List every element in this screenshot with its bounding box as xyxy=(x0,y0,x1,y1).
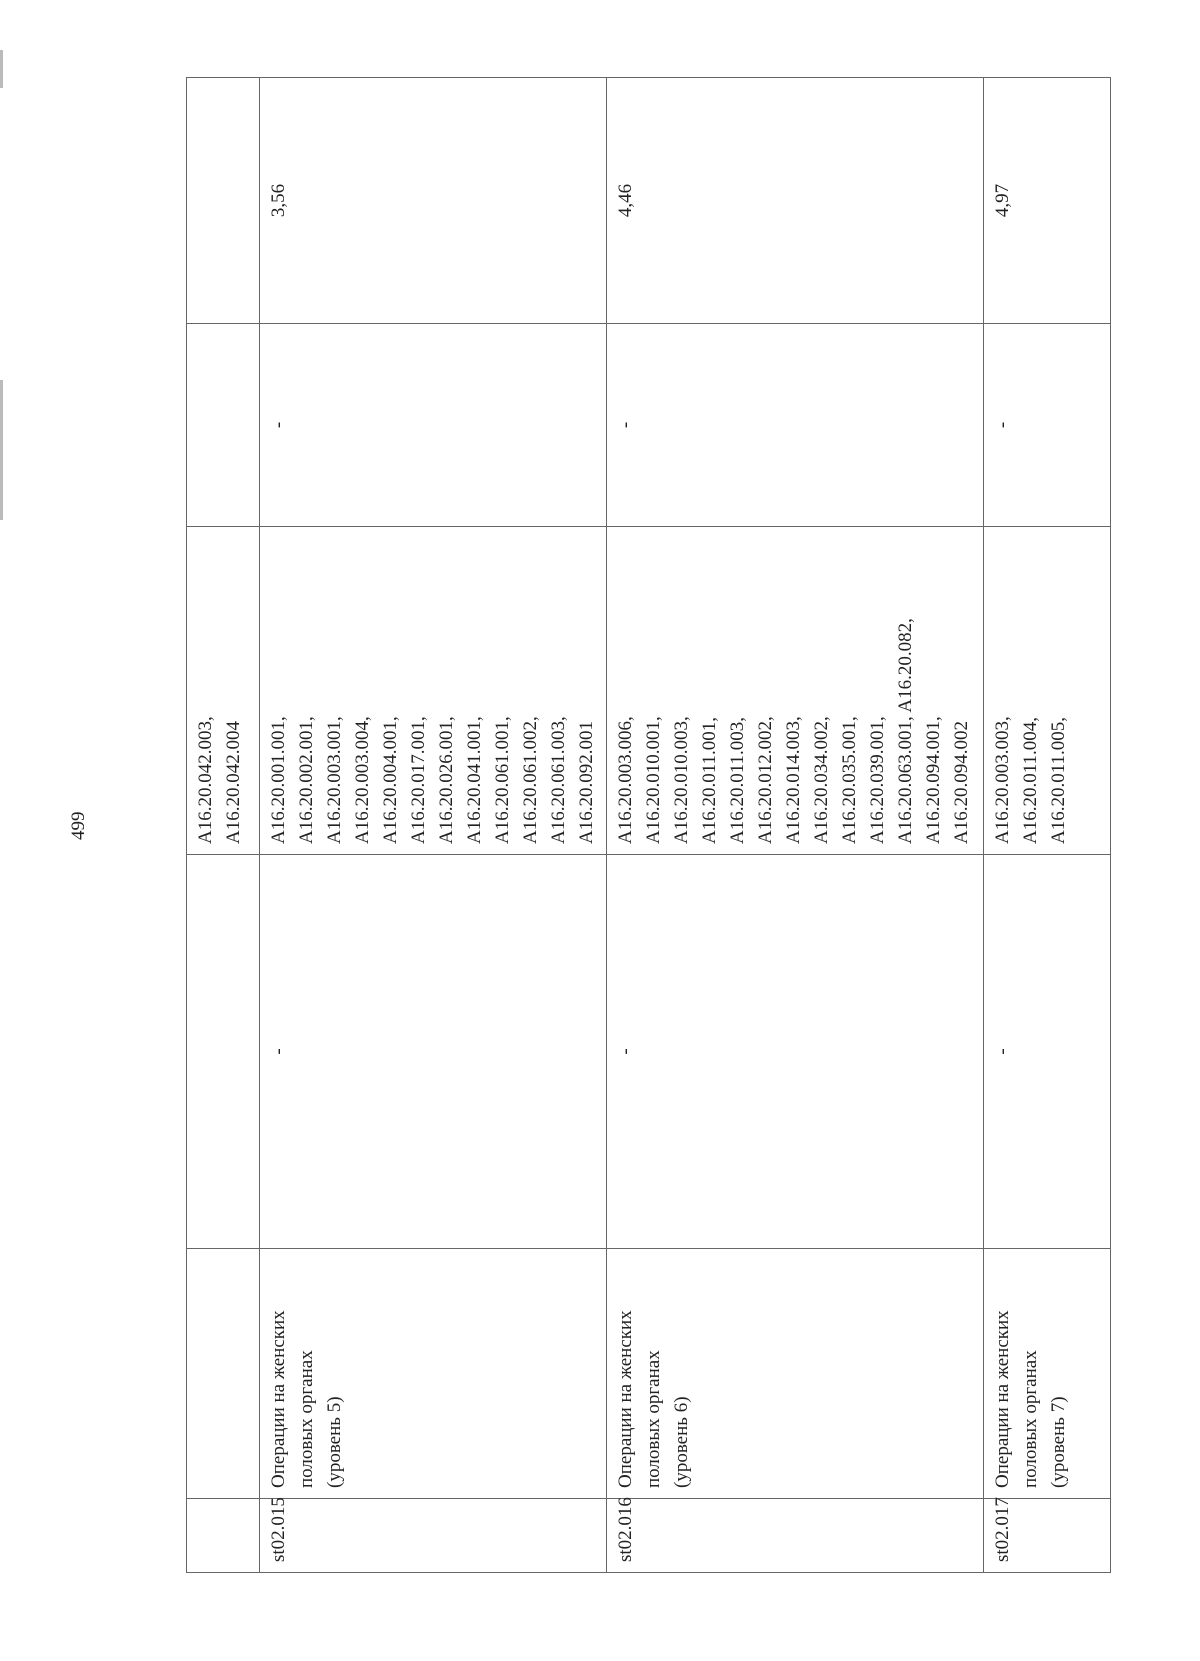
row-extra xyxy=(984,324,1111,527)
service-code: A16.20.061.001, xyxy=(492,716,513,844)
name-line: (уровень 5) xyxy=(324,1396,345,1488)
empty-dash: - xyxy=(268,1048,289,1055)
row-code: st02.015 xyxy=(260,1499,607,1573)
row-services xyxy=(260,527,607,855)
name-line: (уровень 6) xyxy=(671,1396,692,1488)
service-code: A16.20.011.003, xyxy=(727,716,748,844)
row-diagnosis xyxy=(607,855,984,1249)
service-code: A16.20.094.001, xyxy=(923,716,944,844)
row-coefficient: 3,56 xyxy=(260,78,607,324)
service-code: A16.20.011.005, xyxy=(1048,716,1069,844)
table-row xyxy=(607,78,984,1573)
row-diagnosis xyxy=(984,855,1111,1249)
service-code: A16.20.061.002, xyxy=(520,716,541,844)
empty-dash: - xyxy=(615,1048,636,1055)
service-code: A16.20.011.001, xyxy=(699,716,720,844)
service-code: A16.20.061.003, xyxy=(548,716,569,844)
service-code: A16.20.001.001, xyxy=(268,716,289,844)
service-code: A16.20.063.001, A16.20.082, xyxy=(895,618,916,844)
row-extra xyxy=(607,324,984,527)
service-code: A16.20.014.003, xyxy=(783,716,804,844)
service-code: A16.20.026.001, xyxy=(436,716,457,844)
scan-edge-mark-top xyxy=(0,50,3,88)
service-code: A16.20.003.006, xyxy=(615,716,636,844)
service-code: A16.20.094.002 xyxy=(951,721,972,844)
row-name xyxy=(187,1249,260,1499)
name-line: Операции на женских xyxy=(268,1310,289,1488)
name-line: Операции на женских xyxy=(992,1310,1013,1488)
service-code: A16.20.035.001, xyxy=(839,716,860,844)
row-coefficient: 4,97 xyxy=(984,78,1111,324)
service-code: A16.20.011.004, xyxy=(1020,716,1041,844)
empty-dash: - xyxy=(615,421,636,429)
service-code: A16.20.002.001, xyxy=(296,716,317,844)
service-code: A16.20.003.004, xyxy=(352,716,373,844)
table-row xyxy=(984,78,1111,1573)
table-row xyxy=(260,78,607,1573)
row-name xyxy=(984,1249,1111,1499)
page-number: 499 xyxy=(68,811,89,840)
row-extra xyxy=(187,324,260,527)
service-code: A16.20.042.003, xyxy=(195,716,216,844)
service-code: A16.20.092.001 xyxy=(576,721,597,844)
rotated-table-wrapper xyxy=(186,128,1101,1573)
tariff-table xyxy=(186,77,1111,1573)
row-code: st02.017 xyxy=(984,1499,1111,1573)
row-name xyxy=(260,1249,607,1499)
row-coefficient: 4,46 xyxy=(607,78,984,324)
table-row xyxy=(187,78,260,1573)
row-services xyxy=(607,527,984,855)
name-line: Операции на женских xyxy=(615,1310,636,1488)
service-code: A16.20.004.001, xyxy=(380,716,401,844)
service-code: A16.20.034.002, xyxy=(811,716,832,844)
scan-edge-mark-middle xyxy=(0,380,3,520)
row-code: st02.016 xyxy=(607,1499,984,1573)
service-code: A16.20.010.001, xyxy=(643,716,664,844)
row-diagnosis xyxy=(260,855,607,1249)
service-code: A16.20.003.003, xyxy=(992,716,1013,844)
row-services xyxy=(984,527,1111,855)
row-coefficient xyxy=(187,78,260,324)
service-code: A16.20.041.001, xyxy=(464,716,485,844)
empty-dash: - xyxy=(992,1048,1013,1055)
service-code: A16.20.003.001, xyxy=(324,716,345,844)
empty-dash: - xyxy=(268,421,289,429)
row-diagnosis xyxy=(187,855,260,1249)
row-code xyxy=(187,1499,260,1573)
row-services xyxy=(187,527,260,855)
row-name xyxy=(607,1249,984,1499)
service-code: A16.20.010.003, xyxy=(671,716,692,844)
service-code: A16.20.012.002, xyxy=(755,716,776,844)
service-code: A16.20.039.001, xyxy=(867,716,888,844)
name-line: половых органах xyxy=(643,1350,664,1488)
name-line: половых органах xyxy=(296,1350,317,1488)
service-code: A16.20.042.004 xyxy=(223,721,244,844)
service-code: A16.20.017.001, xyxy=(408,716,429,844)
empty-dash: - xyxy=(992,421,1013,429)
name-line: половых органах xyxy=(1020,1350,1041,1488)
name-line: (уровень 7) xyxy=(1048,1396,1069,1488)
row-extra xyxy=(260,324,607,527)
